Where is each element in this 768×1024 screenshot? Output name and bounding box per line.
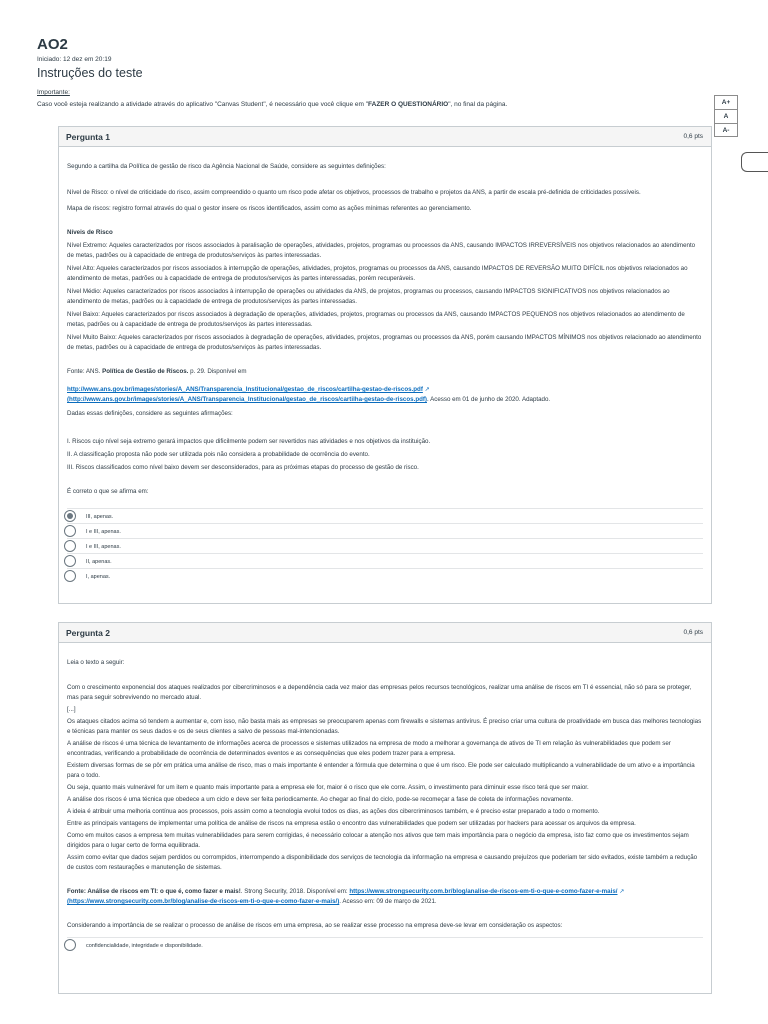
question-1: [58, 126, 712, 604]
q2-paragraph: Existem diversas formas de se pôr em prática uma análise de risco, mas o mais importante é entender a fórmula que determina o que é um risco. Ele pode ser calculado multiplicando a vulnerabilidade de um ativo e a importância para o todo.: [67, 762, 695, 779]
answer-label: confidencialidade, integridade e disponibilidade.: [86, 943, 203, 949]
q2-paragraph: A análise de riscos é uma técnica de levantamento de informações acerca de processos e sistemas utilizados na empresa de modo a melhorar a governança de ativos de TI em relação às vulnerabilidades que podem ser encontradas, verificando a probabilidade de ocorrência de determinados eventos e as consequências que eles podem trazer para a empresa.: [67, 740, 671, 757]
q1-def2: Mapa de riscos: registro formal através do qual o gestor insere os riscos identificados, assim como as ações mínimas referentes ao gerenciamento.: [67, 205, 472, 212]
q1-level-high: Nível Alto: Aqueles caracterizados por riscos associados à interrupção de operações, atividades, projetos, programas ou processos da ANS, causando IMPACTOS DE REVERSÃO MUITO DIFÍCIL nos objetivos relacionados ao atendimento de metas, padrões ou à capacidade de entrega de produtos/serviços às partes interessadas, porém recuperáveis.: [67, 265, 688, 282]
important-text: Caso você esteja realizando a atividade através do aplicativo "Canvas Student", é necessário que você clique em "FAZER O QUESTIONÁRIO", no final da página.: [37, 101, 508, 108]
q2-source-link[interactable]: https://www.strongsecurity.com.br/blog/analise-de-riscos-em-ti-o-que-e-como-fazer-e-mais/: [349, 888, 618, 895]
q2-paragraph: A análise dos riscos é uma técnica que obedece a um ciclo e deve ser feita periodicamente. Ao chegar ao final do ciclo, pode-se recomeçar a fase de coleta de informações novamente.: [67, 796, 573, 803]
q1-source-links: http://www.ans.gov.br/images/stories/A_ANS/Transparencia_Institucional/gestao_de_riscos/cartilha-gestao-de-riscos.pdf ↗ (http://www.ans.gov.br/images/stories/A_ANS/Transparencia_Institucional/gestao_de_riscos/cartilha-gestao-de-riscos.pdf). Acesso em 01 de junho de 2020. Adaptado.: [67, 386, 551, 403]
page-title: AO2: [37, 36, 68, 53]
q1-source: Fonte: ANS. Política de Gestão de Riscos. p. 29. Disponível em: [67, 368, 247, 375]
answer-label: II, apenas.: [86, 559, 112, 565]
answer-label: III, apenas.: [86, 514, 114, 520]
q1-ask: É correto o que se afirma em:: [67, 488, 149, 495]
radio-selected[interactable]: [64, 510, 76, 522]
q2-paragraph: Assim como evitar que dados sejam perdidos ou corrompidos, interrompendo a disponibilidade dos serviços de tecnologia da informação na empresa e causando prejuízos que poderiam ter sido evitados, existe também a redução de custos com restaurações e manutenção de sistemas.: [67, 854, 698, 871]
q2-ellipsis: [...]: [67, 706, 76, 713]
important-label: Importante:: [37, 89, 70, 96]
font-increase-button[interactable]: A+: [714, 95, 738, 109]
q2-source: Fonte: Análise de riscos em TI: o que é, como fazer e mais!. Strong Security, 2018. Disponível em: https://www.strongsecurity.com.br/blog/analise-de-riscos-em-ti-o-que-e-como-fazer-e-mais/ ↗ (https://www.strongsecurity.com.br/blog/analise-de-riscos-em-ti-o-que-e-como-fazer-e-mais/). Acesso em: 09 de março de 2021.: [67, 888, 625, 905]
question-title: Pergunta 2: [66, 628, 110, 638]
question-header: [59, 127, 711, 147]
q1-statement-2: II. A classificação proposta não pode ser utilizada pois não considera a probabilidade de ocorrência do evento.: [67, 451, 370, 458]
q1-intro: Segundo a cartilha da Política de gestão de risco da Agência Nacional de Saúde, considere as seguintes definições:: [67, 163, 386, 170]
external-link-icon: ↗: [424, 386, 430, 393]
answer-option[interactable]: [67, 523, 703, 538]
q1-def1: Nível de Risco: o nível de criticidade do risco, assim compreendido o quanto um risco pode afetar os objetivos, processos de trabalho e projetos da ANS, a partir de escala pré-definida de criticidades possíveis.: [67, 189, 641, 196]
radio[interactable]: [64, 525, 76, 537]
answer-list: [67, 508, 703, 583]
answer-option[interactable]: [67, 538, 703, 553]
question-body: [59, 147, 711, 583]
q1-level-very-low: Nível Muito Baixo: Aqueles caracterizados por riscos associados à degradação de operações, atividades, projetos, programas ou processos da ANS, porém causando IMPACTOS MÍNIMOS nos objetivos relacionado ao atendimento de metas, padrões ou à capacidade de entrega de produtos/serviços às partes interessadas.: [67, 334, 702, 351]
q1-statement-1: I. Riscos cujo nível seja extremo gerará impactos que dificilmente podem ser revertidos nas atividades e nos objetivos da instituição.: [67, 438, 431, 445]
question-header: [59, 623, 711, 643]
q2-ask: Considerando a importância de se realizar o processo de análise de riscos em uma empresa, ao se realizar esse processo na empresa deve-se levar em consideração os aspectos:: [67, 922, 563, 929]
q1-levels-title: Níveis de Risco: [67, 229, 113, 236]
radio[interactable]: [64, 555, 76, 567]
answer-label: I, apenas.: [86, 574, 111, 580]
question-2: [58, 622, 712, 994]
answer-list: [67, 937, 703, 952]
q2-paragraph: Entre as principais vantagens de implementar uma política de análise de riscos na empresa estão o encontro das vulnerabilidades que podem ser utilizadas por hackers para acessar os arquivos da empresa.: [67, 820, 636, 827]
radio[interactable]: [64, 939, 76, 951]
q2-source-link-alt[interactable]: (https://www.strongsecurity.com.br/blog/analise-de-riscos-em-ti-o-que-e-como-fazer-e-mais/): [67, 898, 340, 905]
font-normal-button[interactable]: A: [714, 109, 738, 123]
q2-paragraph: Ou seja, quanto mais vulnerável for um item e quanto mais importante para a empresa ele for, maior é o risco que ele corre. Assim, o investimento para diminuir esse risco terá que ser maior.: [67, 784, 589, 791]
q1-given: Dadas essas definições, considere as seguintes afirmações:: [67, 410, 233, 417]
question-body: [59, 643, 711, 952]
font-decrease-button[interactable]: A-: [714, 123, 738, 137]
external-link-icon: ↗: [619, 888, 625, 895]
answer-label: I e III, apenas.: [86, 529, 121, 535]
answer-label: I e III, apenas.: [86, 544, 121, 550]
q1-level-extreme: Nível Extremo: Aqueles caracterizados por riscos associados à paralisação de operações, atividades, projetos, programas ou processos da ANS, causando IMPACTOS IRREVERSÍVEIS nos objetivos relacionados ao atendimento de metas, padrões ou à capacidade de entrega de produtos/serviços às partes interessadas.: [67, 242, 696, 259]
question-title: Pergunta 1: [66, 132, 110, 142]
radio[interactable]: [64, 540, 76, 552]
font-size-widget: [714, 95, 738, 137]
q2-paragraph: Os ataques citados acima só tendem a aumentar e, com isso, não basta mais as empresas se preocuparem apenas com firewalls e sistemas antivírus. É preciso criar uma cultura de proatividade em busca das melhores tecnologias e técnicas para manter os seus dados e os de seus clientes a salvo de pessoas mal-intencionadas.: [67, 718, 702, 735]
started-timestamp: Iniciado: 12 dez em 20:19: [37, 56, 112, 63]
q1-level-low: Nível Baixo: Aqueles caracterizados por riscos associados à degradação de operações, atividades, projetos, programas ou processos da ANS, causando IMPACTOS PEQUENOS nos objetivos relacionados ao atendimento de metas, padrões ou à capacidade de entrega de produtos/serviços às partes interessadas.: [67, 311, 685, 328]
q1-level-medium: Nível Médio: Aqueles caracterizados por riscos associados à interrupção de operações ou atividades da ANS, de projetos, programas ou processos, causando IMPACTOS SIGNIFICATIVOS nos objetivos relacionados ao atendimento de metas, padrões ou à capacidade de entrega de produtos/serviços às partes interessadas.: [67, 288, 670, 305]
q2-lead: Leia o texto a seguir:: [67, 659, 125, 666]
answer-option[interactable]: [67, 508, 703, 523]
question-points: 0,6 pts: [683, 629, 703, 636]
q1-source-link[interactable]: http://www.ans.gov.br/images/stories/A_ANS/Transparencia_Institucional/gestao_de_riscos/cartilha-gestao-de-riscos.pdf: [67, 386, 423, 393]
q2-paragraph: A ideia é atribuir uma melhoria contínua aos processos, pois assim como a tecnologia evolui todos os dias, as ações dos cibercriminosos também, e é preciso estar preparado a todo o momento.: [67, 808, 600, 815]
q1-source-link-alt[interactable]: (http://www.ans.gov.br/images/stories/A_ANS/Transparencia_Institucional/gestao_de_riscos/cartilha-gestao-de-riscos.pdf): [67, 396, 427, 403]
q1-statement-3: III. Riscos classificados como nível baixo devem ser desconsiderados, para as próximas etapas do processo de gestão de risco.: [67, 464, 419, 471]
answer-option[interactable]: [67, 937, 703, 952]
question-points: 0,6 pts: [683, 133, 703, 140]
instructions-heading: Instruções do teste: [37, 66, 143, 80]
side-panel-tab[interactable]: [741, 152, 768, 172]
q2-paragraph: Com o crescimento exponencial dos ataques realizados por cibercriminosos e a dependência cada vez maior das empresas pelos recursos tecnológicos, realizar uma análise de riscos em TI é essencial, não só para se proteger, mas para seguir sobrevivendo no mercado atual.: [67, 684, 692, 701]
q2-paragraph: Como em muitos casos a empresa tem muitas vulnerabilidades para serem corrigidas, é necessário colocar a atenção nos ativos que tem mais importância para o negócio da empresa, isto faz como que os investimentos sejam dirigidos para o lugar certo de forma equilibrada.: [67, 832, 689, 849]
answer-option[interactable]: [67, 568, 703, 583]
radio[interactable]: [64, 570, 76, 582]
answer-option[interactable]: [67, 553, 703, 568]
